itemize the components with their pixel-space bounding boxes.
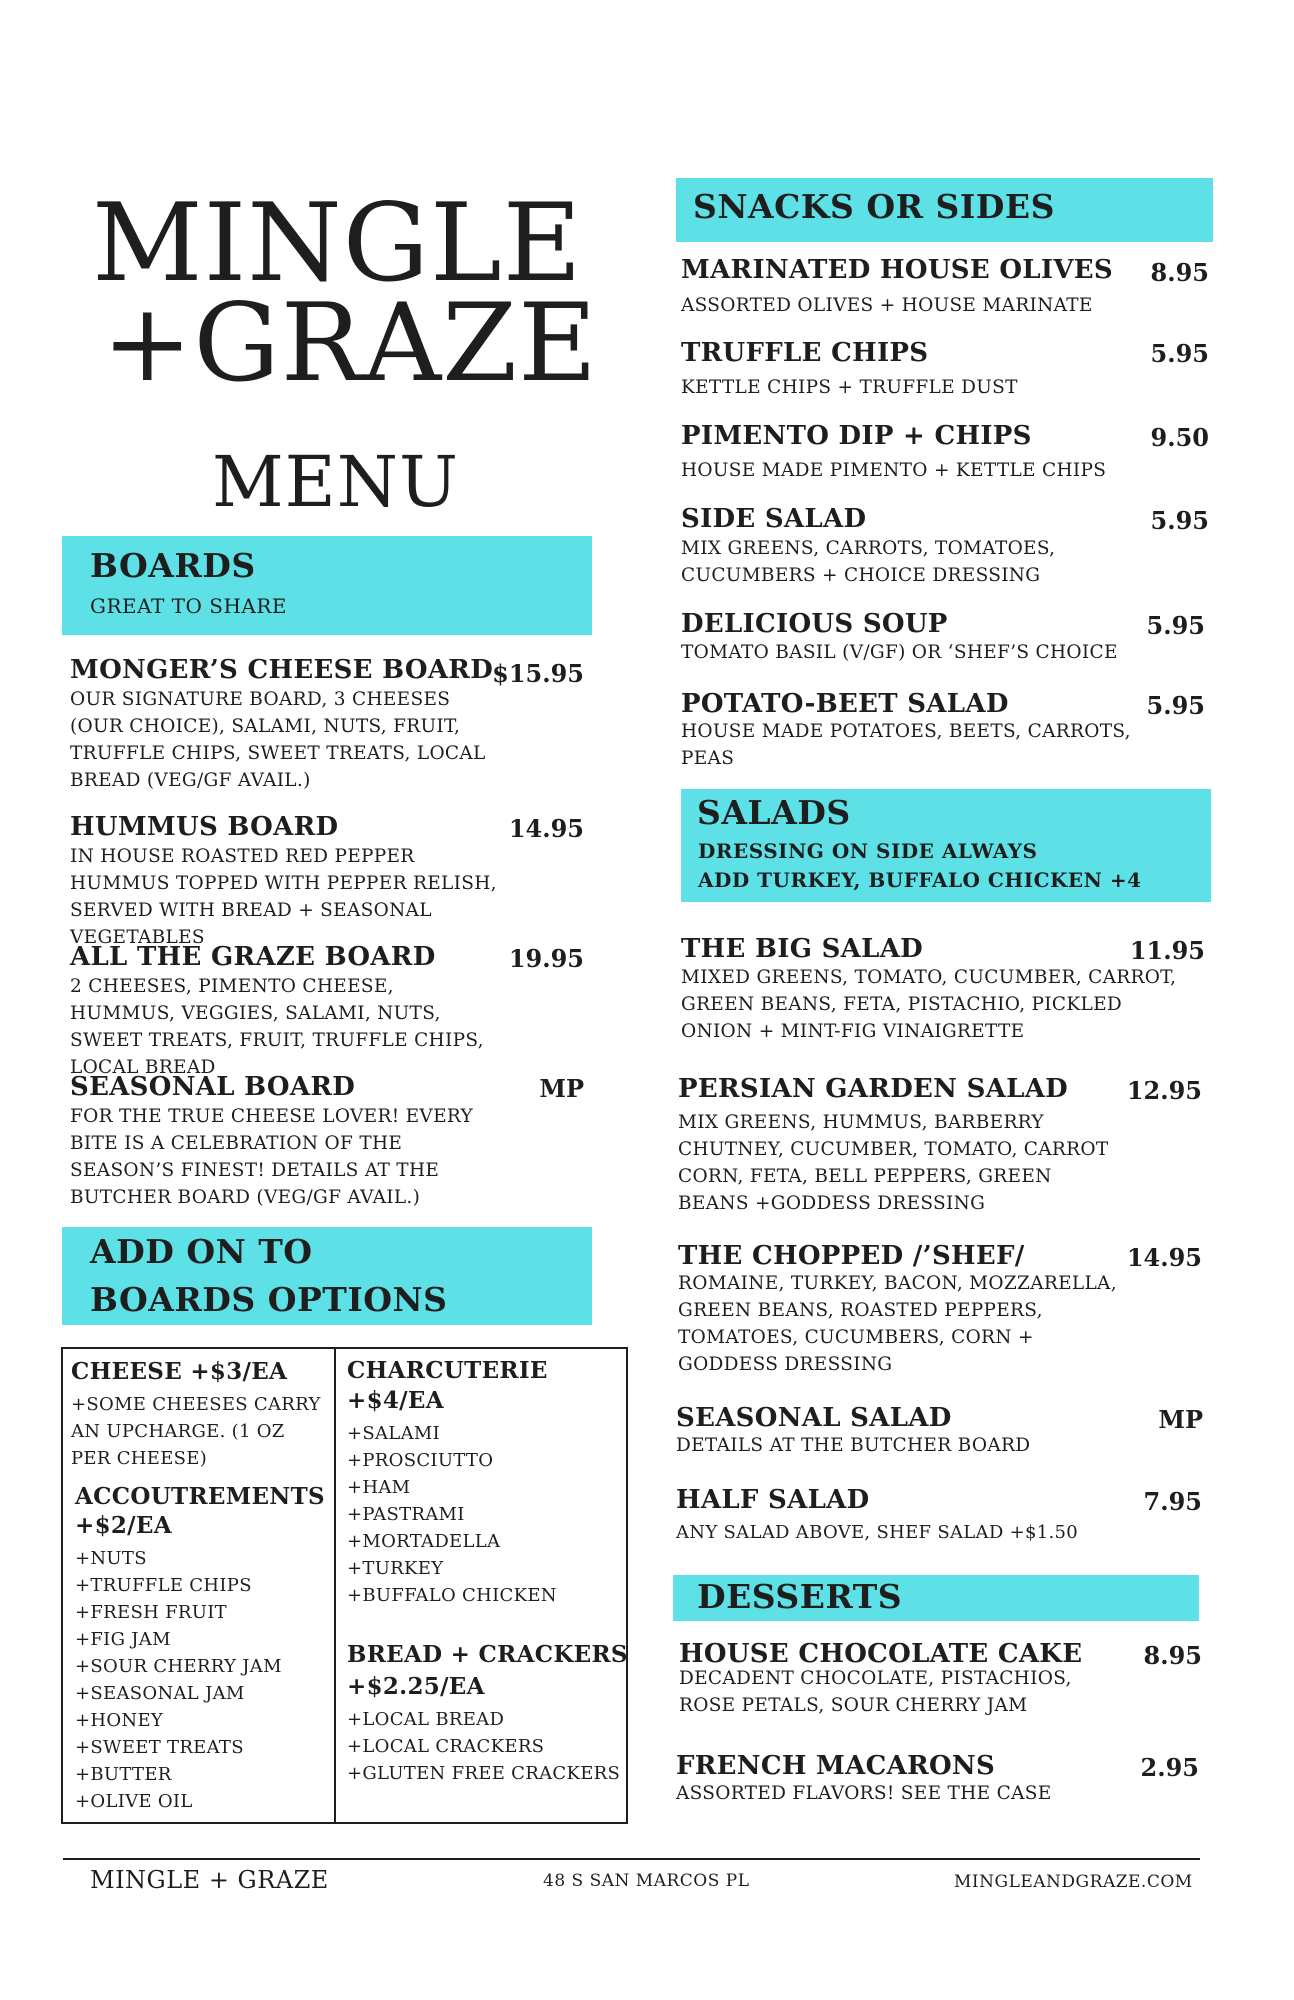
item-name: HOUSE CHOCOLATE CAKE	[679, 1639, 1083, 1669]
item-price: 8.95	[1150, 258, 1209, 287]
item-description: MIX GREENS, HUMMUS, BARBERRY CHUTNEY, CUCUMBER, TOMATO, CARROT CORN, FETA, BELL PEPPERS, GREEN BEANS +GODDESS DRESSING	[678, 1112, 1109, 1214]
item-description: ASSORTED FLAVORS! SEE THE CASE	[676, 1783, 1052, 1804]
charcuterie-list	[347, 1420, 557, 1609]
addon-item: +SALAMI	[347, 1423, 441, 1444]
addon-item: +SEASONAL JAM	[75, 1683, 245, 1704]
menu-item	[681, 255, 1211, 320]
item-price: 5.95	[1146, 691, 1205, 720]
menu-item	[70, 655, 590, 795]
item-name: SEASONAL SALAD	[676, 1403, 952, 1433]
item-price: MP	[539, 1074, 584, 1103]
item-description: TOMATO BASIL (V/GF) OR ‘SHEF’S CHOICE	[681, 642, 1118, 663]
addon-item: +MORTADELLA	[347, 1531, 501, 1552]
menu-item	[678, 1241, 1208, 1381]
charcuterie-heading-line-2: +$4/EA	[347, 1387, 444, 1414]
salads-subtitle-1: DRESSING ON SIDE ALWAYS	[698, 839, 1038, 863]
desserts-title: DESSERTS	[697, 1577, 903, 1616]
accoutrements-heading-line-1: ACCOUTREMENTS	[75, 1483, 325, 1510]
snacks-banner	[676, 178, 1213, 242]
addon-item: +PASTRAMI	[347, 1504, 465, 1525]
menu-item	[681, 338, 1211, 403]
item-description: KETTLE CHIPS + TRUFFLE DUST	[681, 377, 1018, 398]
item-description: FOR THE TRUE CHEESE LOVER! EVERY BITE IS A CELEBRATION OF THE SEASON’S FINEST! DETAILS AT THE BUTCHER BOARD (VEG/GF AVAIL.)	[70, 1106, 474, 1208]
menu-item	[676, 1403, 1206, 1463]
item-price: 5.95	[1150, 506, 1209, 535]
addon-item: +PROSCIUTTO	[347, 1450, 494, 1471]
logo-line-2: +GRAZE	[102, 281, 598, 406]
item-description: ROMAINE, TURKEY, BACON, MOZZARELLA, GREEN BEANS, ROASTED PEPPERS, TOMATOES, CUCUMBERS, CORN + GODDESS DRESSING	[678, 1273, 1117, 1375]
menu-item	[681, 934, 1211, 1054]
item-name: FRENCH MACARONS	[676, 1751, 996, 1781]
item-description: MIXED GREENS, TOMATO, CUCUMBER, CARROT, GREEN BEANS, FETA, PISTACHIO, PICKLED ONION + MINT-FIG VINAIGRETTE	[681, 967, 1177, 1042]
item-name: MONGER’S CHEESE BOARD	[70, 655, 494, 685]
item-price: 5.95	[1150, 339, 1209, 368]
addon-item: +LOCAL BREAD	[347, 1709, 505, 1730]
menu-item	[681, 421, 1211, 486]
item-price: 19.95	[508, 944, 584, 973]
menu-item	[681, 609, 1211, 674]
addon-item: +SWEET TREATS	[75, 1737, 244, 1758]
accoutrements-heading-line-2: +$2/EA	[75, 1512, 172, 1539]
menu-item	[70, 942, 590, 1078]
menu-item	[681, 689, 1211, 779]
addon-item: +OLIVE OIL	[75, 1791, 193, 1812]
item-name: DELICIOUS SOUP	[681, 609, 948, 639]
item-name: SIDE SALAD	[681, 504, 867, 534]
item-name: PIMENTO DIP + CHIPS	[681, 421, 1032, 451]
item-price: 9.50	[1150, 423, 1209, 452]
snacks-title: SNACKS OR SIDES	[693, 187, 1055, 226]
item-description: 2 CHEESES, PIMENTO CHEESE, HUMMUS, VEGGIES, SALAMI, NUTS, SWEET TREATS, FRUIT, TRUFFLE CHIPS, LOCAL BREAD	[70, 976, 484, 1078]
menu-item	[679, 1639, 1209, 1724]
item-name: SEASONAL BOARD	[70, 1072, 356, 1102]
item-price: 5.95	[1146, 611, 1205, 640]
item-price: 11.95	[1129, 936, 1205, 965]
item-price: 14.95	[508, 814, 584, 843]
item-price: 7.95	[1143, 1487, 1202, 1516]
desserts-banner	[673, 1575, 1199, 1621]
item-name: HUMMUS BOARD	[70, 812, 339, 842]
item-name: PERSIAN GARDEN SALAD	[678, 1074, 1069, 1104]
bread-heading-line-1: BREAD + CRACKERS	[347, 1641, 628, 1668]
charcuterie-heading-line-1: CHARCUTERIE	[347, 1357, 548, 1384]
item-name: THE BIG SALAD	[681, 934, 924, 964]
boards-banner	[62, 536, 592, 635]
item-name: TRUFFLE CHIPS	[681, 338, 929, 368]
item-description: DETAILS AT THE BUTCHER BOARD	[676, 1435, 1031, 1456]
bread-list	[347, 1706, 620, 1787]
accoutrements-list	[75, 1545, 282, 1815]
item-description: OUR SIGNATURE BOARD, 3 CHEESES (OUR CHOICE), SALAMI, NUTS, FRUIT, TRUFFLE CHIPS, SWEET TREATS, LOCAL BREAD (VEG/GF AVAIL.)	[70, 689, 486, 791]
cheese-note: +SOME CHEESES CARRY AN UPCHARGE. (1 OZ PER CHEESE)	[71, 1394, 321, 1469]
item-price: 12.95	[1126, 1076, 1202, 1105]
item-description: HOUSE MADE POTATOES, BEETS, CARROTS, PEAS	[681, 721, 1131, 769]
menu-item	[678, 1074, 1208, 1224]
logo-line-1: MINGLE	[92, 181, 583, 306]
footer-website[interactable]: MINGLEANDGRAZE.COM	[954, 1872, 1193, 1892]
item-description: MIX GREENS, CARROTS, TOMATOES, CUCUMBERS + CHOICE DRESSING	[681, 538, 1056, 586]
addons-divider	[334, 1347, 336, 1824]
item-price: MP	[1158, 1405, 1203, 1434]
addon-item: +TRUFFLE CHIPS	[75, 1575, 252, 1596]
addon-item: +LOCAL CRACKERS	[347, 1736, 545, 1757]
footer-divider	[63, 1858, 1200, 1860]
salads-subtitle-2: ADD TURKEY, BUFFALO CHICKEN +4	[698, 868, 1142, 892]
menu-item	[70, 1072, 590, 1212]
item-description: IN HOUSE ROASTED RED PEPPER HUMMUS TOPPED WITH PEPPER RELISH, SERVED WITH BREAD + SEASONAL VEGETABLES	[70, 846, 497, 948]
item-name: ALL THE GRAZE BOARD	[70, 942, 436, 972]
addons-title-line-1: ADD ON TO	[90, 1232, 313, 1271]
item-name: POTATO-BEET SALAD	[681, 689, 1009, 719]
addon-item: +FIG JAM	[75, 1629, 171, 1650]
salads-title: SALADS	[697, 793, 851, 832]
menu-item	[681, 504, 1211, 594]
footer-name: MINGLE + GRAZE	[90, 1866, 329, 1894]
item-description: ASSORTED OLIVES + HOUSE MARINATE	[681, 295, 1093, 316]
addon-item: +HONEY	[75, 1710, 164, 1731]
addons-title-line-2: BOARDS OPTIONS	[90, 1280, 448, 1319]
item-price: 14.95	[1126, 1243, 1202, 1272]
item-price: 2.95	[1140, 1753, 1199, 1782]
item-name: THE CHOPPED /’SHEF/	[678, 1241, 1025, 1271]
bread-heading-line-2: +$2.25/EA	[347, 1673, 485, 1700]
addons-banner	[62, 1227, 592, 1325]
menu-title: MENU	[212, 441, 460, 523]
addon-item: +BUTTER	[75, 1764, 172, 1785]
item-price: $15.95	[492, 659, 584, 688]
addon-item: +NUTS	[75, 1548, 147, 1569]
item-name: HALF SALAD	[676, 1485, 870, 1515]
addon-item: +FRESH FRUIT	[75, 1602, 227, 1623]
item-description: HOUSE MADE PIMENTO + KETTLE CHIPS	[681, 460, 1107, 481]
addon-item: +HAM	[347, 1477, 411, 1498]
footer-address: 48 S SAN MARCOS PL	[543, 1871, 750, 1891]
addon-item: +GLUTEN FREE CRACKERS	[347, 1763, 621, 1784]
item-description: DECADENT CHOCOLATE, PISTACHIOS, ROSE PETALS, SOUR CHERRY JAM	[679, 1668, 1072, 1716]
boards-subtitle: GREAT TO SHARE	[90, 594, 288, 618]
menu-item	[70, 812, 590, 948]
item-name: MARINATED HOUSE OLIVES	[681, 255, 1113, 285]
item-description: ANY SALAD ABOVE, SHEF SALAD +$1.50	[676, 1522, 1078, 1543]
item-price: 8.95	[1143, 1641, 1202, 1670]
addon-item: +BUFFALO CHICKEN	[347, 1585, 557, 1606]
addon-item: +TURKEY	[347, 1558, 444, 1579]
addon-item: +SOUR CHERRY JAM	[75, 1656, 282, 1677]
cheese-heading: CHEESE +$3/EA	[71, 1358, 288, 1385]
menu-item	[676, 1751, 1206, 1811]
boards-title: BOARDS	[90, 546, 256, 585]
menu-item	[676, 1485, 1206, 1545]
salads-banner	[681, 789, 1211, 902]
